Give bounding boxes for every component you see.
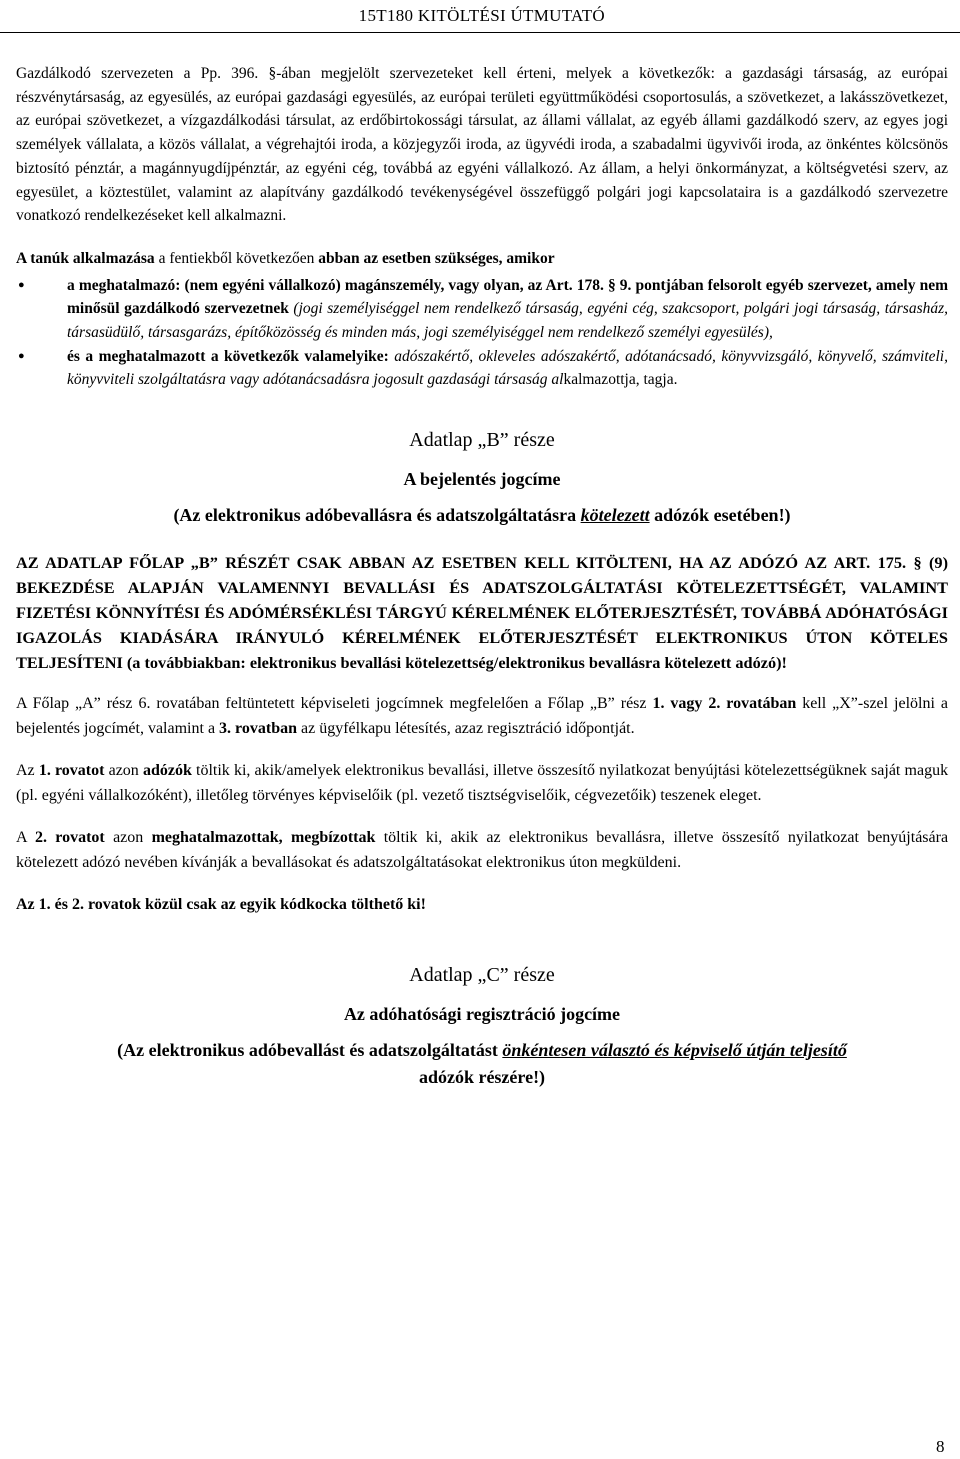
section-c-note-italic: önkéntesen választó és képviselő útján teljesítő — [502, 1040, 847, 1061]
text-span: azon — [113, 829, 144, 847]
text-span: kell „X”-szel jelölni a bejelentés jogcímét, valamint a — [16, 695, 948, 738]
witness-intro-bold-2: alkalmazása — [72, 249, 155, 267]
page-header — [0, 4, 960, 33]
text-span: Az — [16, 762, 35, 780]
witness-intro-plain: a fentiekből következően — [158, 249, 315, 267]
text-span: A Főlap „A” rész 6. rovatában feltüntetett képviseleti jogcímnek megfelelően a Főlap „B” rész — [16, 695, 647, 713]
paragraph-gazdalkodo: Gazdálkodó szervezeten a Pp. 396. §-ában megjelölt szervezeteket kell érteni, melyek a következők: a gazdasági társaság, az európai részvénytársaság, az egyesülés, az európai gazdasági egyesülés, az európai területi együttműködési csoportosulás, a szövetkezet, a lakásszövetkezet, az európai szövetkezet, a vízgazdálkodási társulat, az erdőbirtokossági társulat, az állami vállalat, az egyéb állami gazdálkodó szerv, az egyes jogi személyek vállalata, a közös vállalat, a végrehajtói iroda, a közjegyzői iroda, az ügyvédi iroda, a szabadalmi ügyvivői iroda, az önkéntes kölcsönös biztosító pénztár, a magánnyugdíjpénztár, az egyéni cég, továbbá az egyéni vállalkozó. Az állam, a helyi önkormányzat, a költségvetési szerv, az egyesület, a köztestület, valamint az alapítvány gazdálkodó tevékenységével összefüggő polgári jogi kapcsolataira is a gazdálkodó szervezetre vonatkozó rendelkezéseket kell alkalmazni. — [16, 65, 948, 225]
section-b-paragraph-3 — [16, 825, 948, 875]
section-b-note — [16, 502, 948, 528]
section-b-paragraph-4: Az 1. és 2. rovatok közül csak az egyik kódkocka tölthető ki! — [16, 896, 426, 914]
text-span: A — [16, 829, 27, 847]
section-c-subtitle: Az adóhatósági regisztráció jogcíme — [343, 1004, 621, 1025]
text-span: az ügyfélkapu létesítés, azaz regisztráció időpontját. — [300, 720, 635, 738]
section-b-note-italic: kötelezett — [580, 505, 650, 526]
section-c-note-pre: (Az elektronikus adóbevallást és adatszolgáltatást — [117, 1040, 498, 1061]
text-span-bold: 3. rovatban — [219, 720, 297, 738]
witness-intro-bold-3: abban az esetben szükséges, amikor — [318, 249, 555, 267]
list-item — [16, 345, 948, 392]
witness-conditions-list — [16, 274, 948, 393]
page-number: 8 — [936, 1437, 945, 1456]
section-b-note-pre: (Az elektronikus adóbevallásra és adatszolgáltatásra — [173, 505, 577, 526]
document-title: 15T180 KITÖLTÉSI ÚTMUTATÓ — [358, 6, 605, 25]
section-b-subtitle: A bejelentés jogcíme — [403, 469, 561, 490]
bullet2-italic: adószakértő, okleveles adószakértő, adótanácsadó, könyvvizsgáló, könyvelő, számviteli, könyvviteli szolgáltatásra vagy adótanácsadásra jogosult gazdasági társaság al — [67, 347, 948, 389]
text-span: azon — [108, 762, 139, 780]
text-span-bold: 2. rovatot — [34, 829, 105, 847]
section-c-title: Adatlap „C” része — [409, 964, 555, 987]
section-b-note-post: adózók esetében!) — [654, 505, 791, 526]
section-b-paragraph-1 — [16, 691, 948, 741]
bullet2-tail: kalmazottja, tagja. — [563, 371, 678, 389]
text-span-bold: 1. rovatot — [38, 762, 105, 780]
witness-intro — [16, 247, 948, 271]
bullet2-bold: és a meghatalmazott a következők valamelyike: — [67, 347, 389, 365]
section-b-paragraph-2 — [16, 758, 948, 808]
text-span-bold: adózók — [142, 762, 192, 780]
section-c-note-post: adózók részére!) — [418, 1067, 546, 1088]
text-span: töltik ki, akik az elektronikus bevallásra, illetve összesítő nyilatkozat benyújtására kötelezett adózó nevében kívánják a bevallásokat és adatszolgáltatásokat elektronikus úton megküldeni. — [16, 829, 949, 872]
text-span-bold: meghatalmazottak, megbízottak — [151, 829, 376, 847]
list-item — [16, 274, 948, 345]
bullet1-italic: (jogi személyiséggel nem rendelkező társaság, egyéni cég, szakcsoport, polgári jogi társaság, társasház, társasüdülő, társasgarázs, építőközösség és minden más, jogi személyiséggel nem rendelkező személyi egyesülés), — [67, 300, 949, 342]
witness-intro-bold-1: A tanúk — [16, 249, 69, 267]
bullet1-bold: a meghatalmazó: (nem egyéni vállalkozó) magánszemély, vagy olyan, az Art. 178. § 9. pontjában felsorolt egyéb szervezet, amely nem minősül gazdálkodó szervezetnek — [67, 276, 948, 318]
section-b-caps-notice: AZ ADATLAP FŐLAP „B” RÉSZÉT CSAK ABBAN AZ ESETBEN KELL KITÖLTENI, HA AZ ADÓZÓ AZ ART. 175. § (9) BEKEZDÉSE ALAPJÁN VALAMENNYI BEVALLÁSI ÉS ADATSZOLGÁLTATÁSI KÖTELEZETTSÉGÉT, VALAMINT FIZETÉSI KÖNNYÍTÉSI ÉS ADÓMÉRSÉKLÉSI TÁRGYÚ KÉRELMÉNEK ELŐTERJESZTÉSÉT, TOVÁBBÁ ADÓHATÓSÁGI IGAZOLÁS KIADÁSÁRA IRÁNYULÓ KÉRELMÉNEK ELŐTERJESZTÉSÉT ELEKTRONIKUS ÚTON KÖTELES TELJESÍTENI (a továbbiakban: elektronikus bevallási kötelezettség/elektronikus bevallásra kötelezett adózó)! — [16, 553, 948, 673]
text-span: töltik ki, akik/amelyek elektronikus bevallási, illetve összesítő nyilatkozat benyújtási kötelezettségüknek saját maguk (pl. egyéni vállalkozóként), illetőleg törvényes képviselőik (pl. vezető tisztségviselőik, cégvezetőik) teszenek eleget. — [16, 762, 949, 805]
page-content — [16, 62, 948, 1091]
section-b-title: Adatlap „B” része — [409, 429, 555, 452]
text-span-bold: 1. vagy 2. rovatában — [652, 695, 797, 713]
section-c-note — [16, 1037, 948, 1091]
